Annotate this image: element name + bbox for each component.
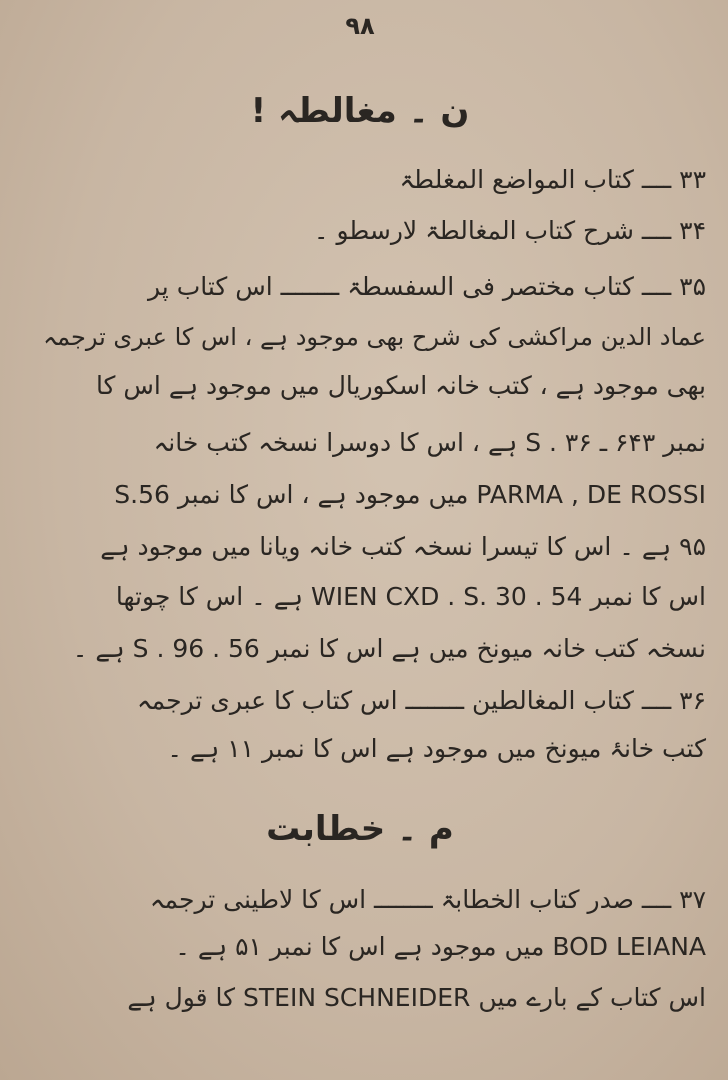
page-number: ۹۸: [345, 12, 375, 40]
text-line: اس کتاب کے بارے میں STEIN SCHNEIDER کا قول ہے: [127, 983, 706, 1012]
text-line: ۳۵ ــــ کتاب مختصر فی السفسطۃ ــــــــ اس کتاب پر: [148, 272, 706, 301]
text-line: BOD LEIANA میں موجود ہے اس کا نمبر ۵۱ ہے ۔: [175, 932, 706, 961]
text-line: عماد الدین مراکشی کی شرح بھی موجود ہے ، اس کا عبری ترجمہ: [43, 323, 706, 351]
text-line: کتب خانۂ میونخ میں موجود ہے اس کا نمبر ۱۱ ہے ۔: [167, 734, 706, 763]
section-heading-fallacy: ن ۔ مغالطہ !: [250, 91, 470, 131]
text-line: ۳۷ ــــ صدر کتاب الخطابۃ ــــــــ اس کا لاطینی ترجمہ: [149, 885, 706, 914]
text-line: اس کا نمبر WIEN CXD . S. 30 . 54 ہے ۔ اس کا چوتھا: [115, 582, 706, 611]
text-line: ۳۴ ــــ شرح کتاب المغالطۃ لارسطو ۔: [313, 216, 706, 245]
section-heading-rhetoric: م ۔ خطابت: [266, 809, 454, 849]
text-line: نمبر ۶۴۳ ـ ۳۶ . S ہے ، اس کا دوسرا نسخہ کتب خانہ: [153, 428, 706, 457]
text-line: ۹۵ ہے ۔ اس کا تیسرا نسخہ کتب خانہ ویانا میں موجود ہے: [100, 532, 706, 561]
text-line: بھی موجود ہے ، کتب خانہ اسکوریال میں موجود ہے اس کا: [95, 371, 706, 400]
text-line: ۳۳ ــــ کتاب المواضع المغلطۃ: [399, 165, 706, 194]
text-line: ۳۶ ــــ کتاب المغالطین ــــــــ اس کتاب کا عبری ترجمہ: [137, 686, 706, 715]
text-line: نسخہ کتب خانہ میونخ میں ہے اس کا نمبر 56 . 96 . S ہے ۔: [72, 634, 706, 663]
text-line: PARMA , DE ROSSI میں موجود ہے ، اس کا نمبر S.56: [114, 480, 706, 509]
